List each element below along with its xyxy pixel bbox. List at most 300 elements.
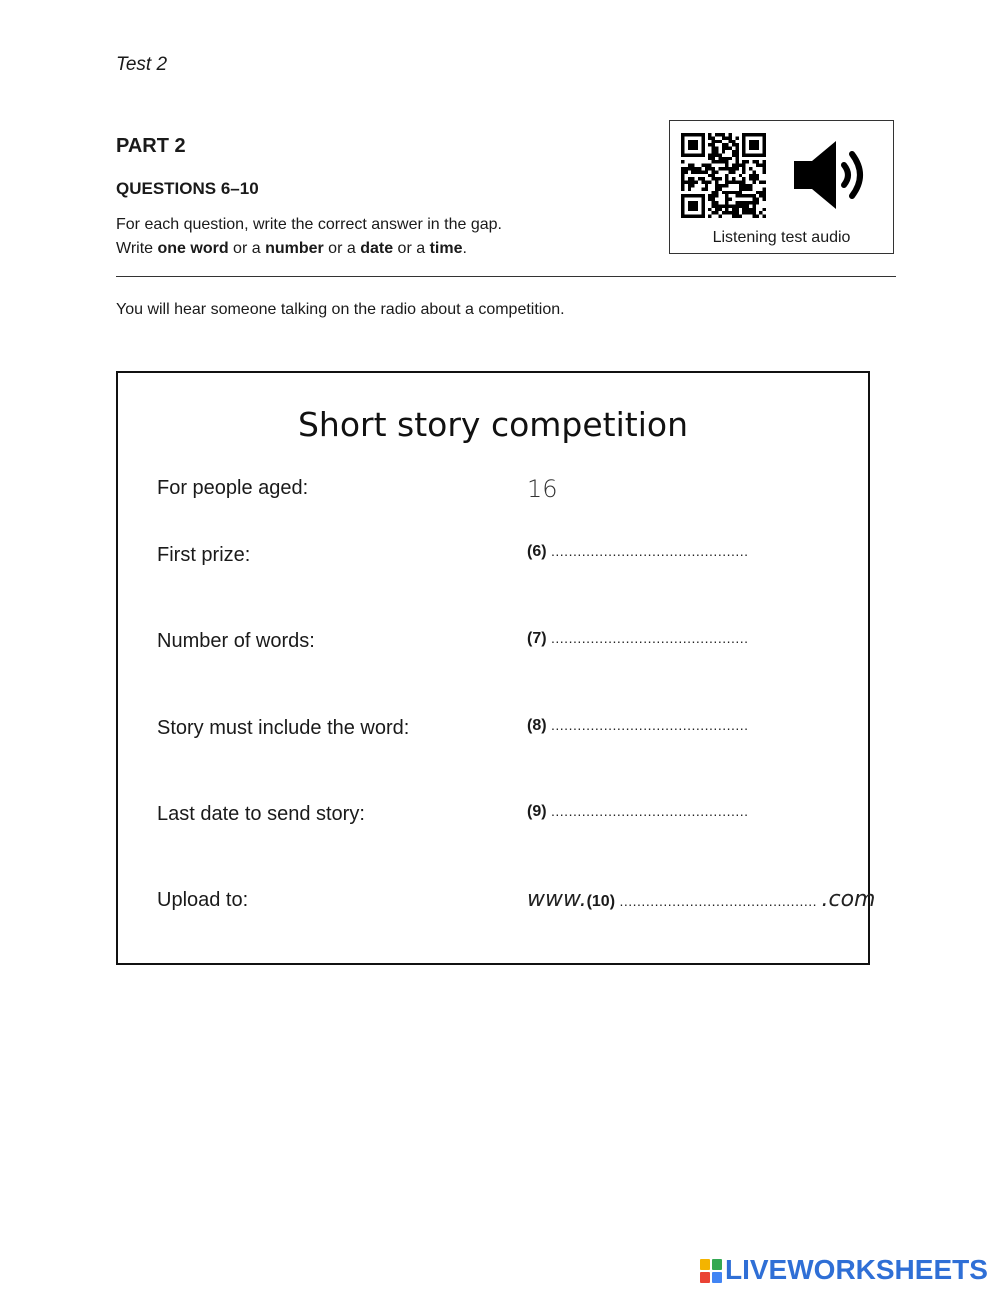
- qr-module: [715, 201, 718, 204]
- qr-module: [732, 177, 735, 180]
- qr-module: [735, 208, 738, 211]
- qr-module: [735, 215, 738, 218]
- qr-module: [752, 211, 755, 214]
- qr-module: [712, 211, 715, 214]
- qr-module: [735, 164, 738, 167]
- qr-module: [718, 187, 721, 190]
- qr-module: [725, 201, 728, 204]
- qr-module: [691, 164, 694, 167]
- question-number: (9): [527, 803, 547, 820]
- qr-module: [759, 164, 762, 167]
- audio-caption: Listening test audio: [712, 229, 851, 246]
- qr-module: [718, 184, 721, 187]
- qr-module: [681, 167, 684, 170]
- qr-module: [712, 153, 715, 156]
- qr-module: [705, 167, 708, 170]
- qr-module: [688, 167, 691, 170]
- qr-module: [749, 194, 752, 197]
- qr-module: [715, 150, 718, 153]
- qr-module: [688, 177, 691, 180]
- qr-module: [735, 211, 738, 214]
- qr-module: [715, 181, 718, 184]
- qr-module: [756, 198, 759, 201]
- qr-module: [763, 164, 766, 167]
- qr-module: [684, 181, 687, 184]
- qr-module: [722, 143, 725, 146]
- instruction-line-1: For each question, write the correct answer in the gap.: [116, 216, 502, 233]
- qr-module: [708, 198, 711, 201]
- qr-module: [732, 170, 735, 173]
- qr-module: [749, 140, 759, 150]
- questions-title: QUESTIONS 6–10: [116, 179, 259, 198]
- gap-8[interactable]: [527, 717, 749, 735]
- qr-module: [756, 177, 759, 180]
- qr-module: [763, 170, 766, 173]
- answer-gap[interactable]: .............................................: [551, 630, 749, 646]
- qr-module: [725, 167, 728, 170]
- logo-block: [700, 1259, 710, 1270]
- qr-module: [708, 215, 711, 218]
- qr-module: [735, 194, 738, 197]
- qr-module: [718, 177, 721, 180]
- qr-module: [715, 184, 718, 187]
- qr-module: [725, 157, 728, 160]
- qr-module: [718, 167, 721, 170]
- qr-module: [722, 150, 725, 153]
- qr-module: [701, 177, 704, 180]
- qr-module: [725, 184, 728, 187]
- qr-module: [708, 194, 711, 197]
- qr-module: [708, 208, 711, 211]
- qr-module: [729, 157, 732, 160]
- qr-module: [691, 177, 694, 180]
- qr-module: [756, 201, 759, 204]
- qr-module: [722, 184, 725, 187]
- qr-module: [729, 181, 732, 184]
- speaker-icon[interactable]: [792, 137, 870, 213]
- qr-module: [688, 181, 691, 184]
- form-title: Short story competition: [297, 405, 688, 444]
- qr-module: [712, 140, 715, 143]
- qr-module: [725, 191, 728, 194]
- qr-module: [735, 160, 738, 163]
- qr-module: [729, 136, 732, 139]
- qr-module: [746, 211, 749, 214]
- qr-module: [688, 184, 691, 187]
- qr-module: [742, 208, 745, 211]
- gap-9[interactable]: [527, 803, 749, 821]
- qr-module: [725, 164, 728, 167]
- instruction-text: or a: [393, 240, 430, 257]
- qr-module: [681, 170, 684, 173]
- qr-module: [749, 187, 752, 190]
- row-label-words: Number of words:: [157, 630, 315, 652]
- context-text: You will hear someone talking on the radio about a competition.: [116, 301, 565, 318]
- url-suffix: .com: [821, 887, 876, 912]
- answer-gap[interactable]: .............................................: [551, 543, 749, 559]
- qr-module: [739, 194, 742, 197]
- qr-module: [752, 174, 755, 177]
- qr-module: [701, 187, 704, 190]
- qr-module: [752, 160, 755, 163]
- qr-module: [763, 160, 766, 163]
- qr-module: [763, 194, 766, 197]
- qr-module: [732, 215, 735, 218]
- qr-module: [725, 136, 728, 139]
- qr-module: [749, 167, 752, 170]
- qr-module: [681, 160, 684, 163]
- qr-module: [735, 181, 738, 184]
- answer-gap[interactable]: .............................................: [551, 803, 749, 819]
- qr-module: [718, 133, 721, 136]
- qr-module: [742, 170, 745, 173]
- qr-module: [742, 201, 745, 204]
- qr-module: [763, 187, 766, 190]
- qr-module: [718, 160, 721, 163]
- qr-module: [712, 167, 715, 170]
- qr-module: [712, 157, 715, 160]
- question-number: (10): [586, 893, 616, 910]
- qr-module: [708, 143, 711, 146]
- part-title: PART 2: [116, 135, 186, 157]
- qr-module: [705, 164, 708, 167]
- qr-module: [712, 150, 715, 153]
- qr-module: [735, 191, 738, 194]
- qr-module: [715, 133, 718, 136]
- answer-gap[interactable]: .............................................: [619, 893, 818, 909]
- qr-module: [739, 201, 742, 204]
- qr-module: [739, 215, 742, 218]
- qr-module: [739, 204, 742, 207]
- qr-module: [739, 184, 742, 187]
- qr-module: [722, 167, 725, 170]
- qr-module: [729, 147, 732, 150]
- instruction-emphasis: one word: [157, 240, 229, 257]
- audio-box[interactable]: [669, 120, 894, 254]
- qr-module: [732, 143, 735, 146]
- qr-module: [712, 147, 715, 150]
- qr-module: [735, 201, 738, 204]
- qr-module: [735, 143, 738, 146]
- qr-module: [715, 208, 718, 211]
- row-label-age: For people aged:: [157, 477, 309, 499]
- qr-module: [732, 204, 735, 207]
- instruction-text: Write: [116, 240, 158, 257]
- qr-module: [752, 198, 755, 201]
- qr-module: [708, 181, 711, 184]
- qr-module: [698, 177, 701, 180]
- qr-module: [715, 204, 718, 207]
- qr-module: [705, 187, 708, 190]
- qr-module: [756, 191, 759, 194]
- logo-block: [712, 1272, 722, 1283]
- qr-module: [752, 204, 755, 207]
- qr-module: [722, 147, 725, 150]
- qr-module: [722, 204, 725, 207]
- qr-module: [705, 170, 708, 173]
- qr-module: [715, 187, 718, 190]
- qr-module: [712, 177, 715, 180]
- qr-module: [763, 198, 766, 201]
- qr-module: [729, 140, 732, 143]
- qr-module: [732, 167, 735, 170]
- notes-form: [116, 371, 876, 965]
- qr-module: [718, 208, 721, 211]
- qr-module: [725, 211, 728, 214]
- qr-module: [735, 167, 738, 170]
- qr-module: [698, 167, 701, 170]
- qr-module: [732, 211, 735, 214]
- qr-module: [729, 211, 732, 214]
- qr-module: [722, 133, 725, 136]
- qr-module: [718, 204, 721, 207]
- qr-module: [729, 204, 732, 207]
- answer-gap[interactable]: .............................................: [551, 717, 749, 733]
- qr-module: [725, 147, 728, 150]
- qr-module: [739, 181, 742, 184]
- qr-module: [722, 191, 725, 194]
- test-label: Test 2: [116, 54, 168, 75]
- qr-module: [688, 140, 698, 150]
- qr-module: [746, 201, 749, 204]
- logo-block: [700, 1272, 710, 1283]
- qr-module: [746, 194, 749, 197]
- qr-module: [752, 170, 755, 173]
- answer-age: 16: [527, 475, 558, 503]
- qr-module: [725, 174, 728, 177]
- qr-module: [708, 164, 711, 167]
- qr-module: [742, 194, 745, 197]
- qr-module: [715, 177, 718, 180]
- qr-module: [749, 201, 752, 204]
- qr-module: [725, 143, 728, 146]
- qr-module: [691, 184, 694, 187]
- qr-module: [749, 211, 752, 214]
- qr-module: [725, 204, 728, 207]
- qr-module: [742, 184, 745, 187]
- qr-module: [763, 191, 766, 194]
- qr-module: [708, 167, 711, 170]
- qr-module: [732, 150, 735, 153]
- qr-module: [735, 153, 738, 156]
- instruction-line-2: [116, 240, 467, 258]
- qr-module: [712, 170, 715, 173]
- qr-module: [712, 143, 715, 146]
- qr-module: [688, 187, 691, 190]
- qr-module: [735, 157, 738, 160]
- gap-7[interactable]: [527, 630, 749, 648]
- qr-module: [712, 191, 715, 194]
- qr-module: [708, 157, 711, 160]
- qr-module: [725, 177, 728, 180]
- qr-module: [708, 174, 711, 177]
- qr-module: [725, 181, 728, 184]
- qr-module: [756, 160, 759, 163]
- instruction-emphasis: time: [429, 240, 463, 257]
- qr-module: [718, 153, 721, 156]
- qr-module: [732, 140, 735, 143]
- qr-module: [735, 204, 738, 207]
- qr-module: [715, 153, 718, 156]
- qr-module: [752, 208, 755, 211]
- qr-module: [759, 211, 762, 214]
- qr-module: [746, 204, 749, 207]
- qr-module: [705, 181, 708, 184]
- qr-module: [691, 181, 694, 184]
- qr-module: [729, 167, 732, 170]
- qr-module: [752, 181, 755, 184]
- instruction-text: or a: [323, 240, 361, 257]
- question-number: (6): [527, 543, 547, 560]
- qr-module: [701, 164, 704, 167]
- qr-module: [759, 181, 762, 184]
- qr-module: [708, 153, 711, 156]
- qr-module: [742, 181, 745, 184]
- qr-module: [701, 181, 704, 184]
- qr-module: [681, 184, 684, 187]
- qr-module: [715, 191, 718, 194]
- qr-module: [739, 174, 742, 177]
- qr-module: [752, 194, 755, 197]
- qr-module: [756, 215, 759, 218]
- qr-module: [749, 177, 752, 180]
- qr-module: [705, 184, 708, 187]
- qr-module: [695, 170, 698, 173]
- gap-10[interactable]: [527, 887, 875, 912]
- qr-module: [725, 194, 728, 197]
- question-number: (8): [527, 717, 547, 734]
- qr-module: [732, 164, 735, 167]
- qr-module: [749, 174, 752, 177]
- qr-module: [718, 215, 721, 218]
- qr-module: [725, 160, 728, 163]
- qr-module: [691, 167, 694, 170]
- qr-module: [712, 160, 715, 163]
- qr-module: [742, 160, 745, 163]
- qr-module: [722, 160, 725, 163]
- qr-module: [681, 181, 684, 184]
- qr-module: [681, 187, 684, 190]
- instruction-text: or a: [228, 240, 266, 257]
- qr-module: [742, 211, 745, 214]
- qr-module: [739, 164, 742, 167]
- qr-module: [684, 167, 687, 170]
- qr-module: [732, 191, 735, 194]
- qr-module: [718, 140, 721, 143]
- row-label-upload: Upload to:: [157, 889, 249, 911]
- qr-module: [732, 181, 735, 184]
- qr-module: [735, 136, 738, 139]
- qr-module: [756, 164, 759, 167]
- qr-module: [688, 164, 691, 167]
- gap-6[interactable]: [527, 543, 749, 561]
- qr-module: [715, 140, 718, 143]
- qr-module: [708, 133, 711, 136]
- qr-module: [715, 147, 718, 150]
- qr-module: [729, 133, 732, 136]
- qr-module: [752, 177, 755, 180]
- qr-module: [742, 177, 745, 180]
- qr-module: [729, 191, 732, 194]
- qr-module: [712, 194, 715, 197]
- qr-module: [698, 170, 701, 173]
- qr-module: [763, 208, 766, 211]
- qr-module: [749, 184, 752, 187]
- qr-module: [695, 167, 698, 170]
- logo-block: [712, 1259, 722, 1270]
- qr-module: [712, 201, 715, 204]
- qr-module: [749, 208, 752, 211]
- qr-module: [735, 147, 738, 150]
- qr-module: [763, 167, 766, 170]
- qr-module: [746, 208, 749, 211]
- qr-module: [708, 136, 711, 139]
- row-label-prize: First prize:: [157, 544, 251, 566]
- qr-module: [729, 170, 732, 173]
- qr-module: [746, 187, 749, 190]
- qr-module: [752, 215, 755, 218]
- qr-module: [684, 170, 687, 173]
- qr-module: [712, 204, 715, 207]
- qr-module: [722, 136, 725, 139]
- instruction-text: .: [462, 240, 467, 257]
- qr-module: [763, 181, 766, 184]
- qr-module: [712, 136, 715, 139]
- qr-module: [722, 157, 725, 160]
- qr-module: [701, 170, 704, 173]
- qr-module: [756, 174, 759, 177]
- qr-module: [718, 157, 721, 160]
- qr-module: [752, 201, 755, 204]
- qr-code-icon[interactable]: [681, 133, 766, 218]
- qr-module: [715, 170, 718, 173]
- qr-module: [691, 170, 694, 173]
- qr-module: [742, 167, 745, 170]
- qr-module: [763, 215, 766, 218]
- qr-module: [712, 198, 715, 201]
- qr-module: [712, 174, 715, 177]
- qr-module: [742, 187, 745, 190]
- qr-module: [735, 150, 738, 153]
- qr-module: [742, 204, 745, 207]
- row-label-date: Last date to send story:: [157, 803, 365, 825]
- qr-module: [739, 187, 742, 190]
- divider: [116, 276, 896, 277]
- qr-module: [746, 160, 749, 163]
- qr-module: [722, 211, 725, 214]
- qr-module: [695, 181, 698, 184]
- qr-module: [732, 153, 735, 156]
- question-number: (7): [527, 630, 547, 647]
- qr-module: [759, 194, 762, 197]
- logo-blocks-icon: [700, 1259, 722, 1283]
- row-label-word: Story must include the word:: [157, 717, 410, 739]
- qr-module: [742, 164, 745, 167]
- url-prefix: www.: [527, 887, 587, 912]
- qr-module: [715, 194, 718, 197]
- qr-module: [729, 198, 732, 201]
- instruction-emphasis: number: [265, 240, 324, 257]
- instruction-emphasis: date: [360, 240, 394, 257]
- qr-module: [715, 211, 718, 214]
- qr-module: [759, 191, 762, 194]
- qr-module: [725, 198, 728, 201]
- qr-module: [739, 191, 742, 194]
- qr-module: [746, 184, 749, 187]
- qr-module: [732, 208, 735, 211]
- qr-module: [688, 201, 698, 211]
- qr-module: [681, 174, 684, 177]
